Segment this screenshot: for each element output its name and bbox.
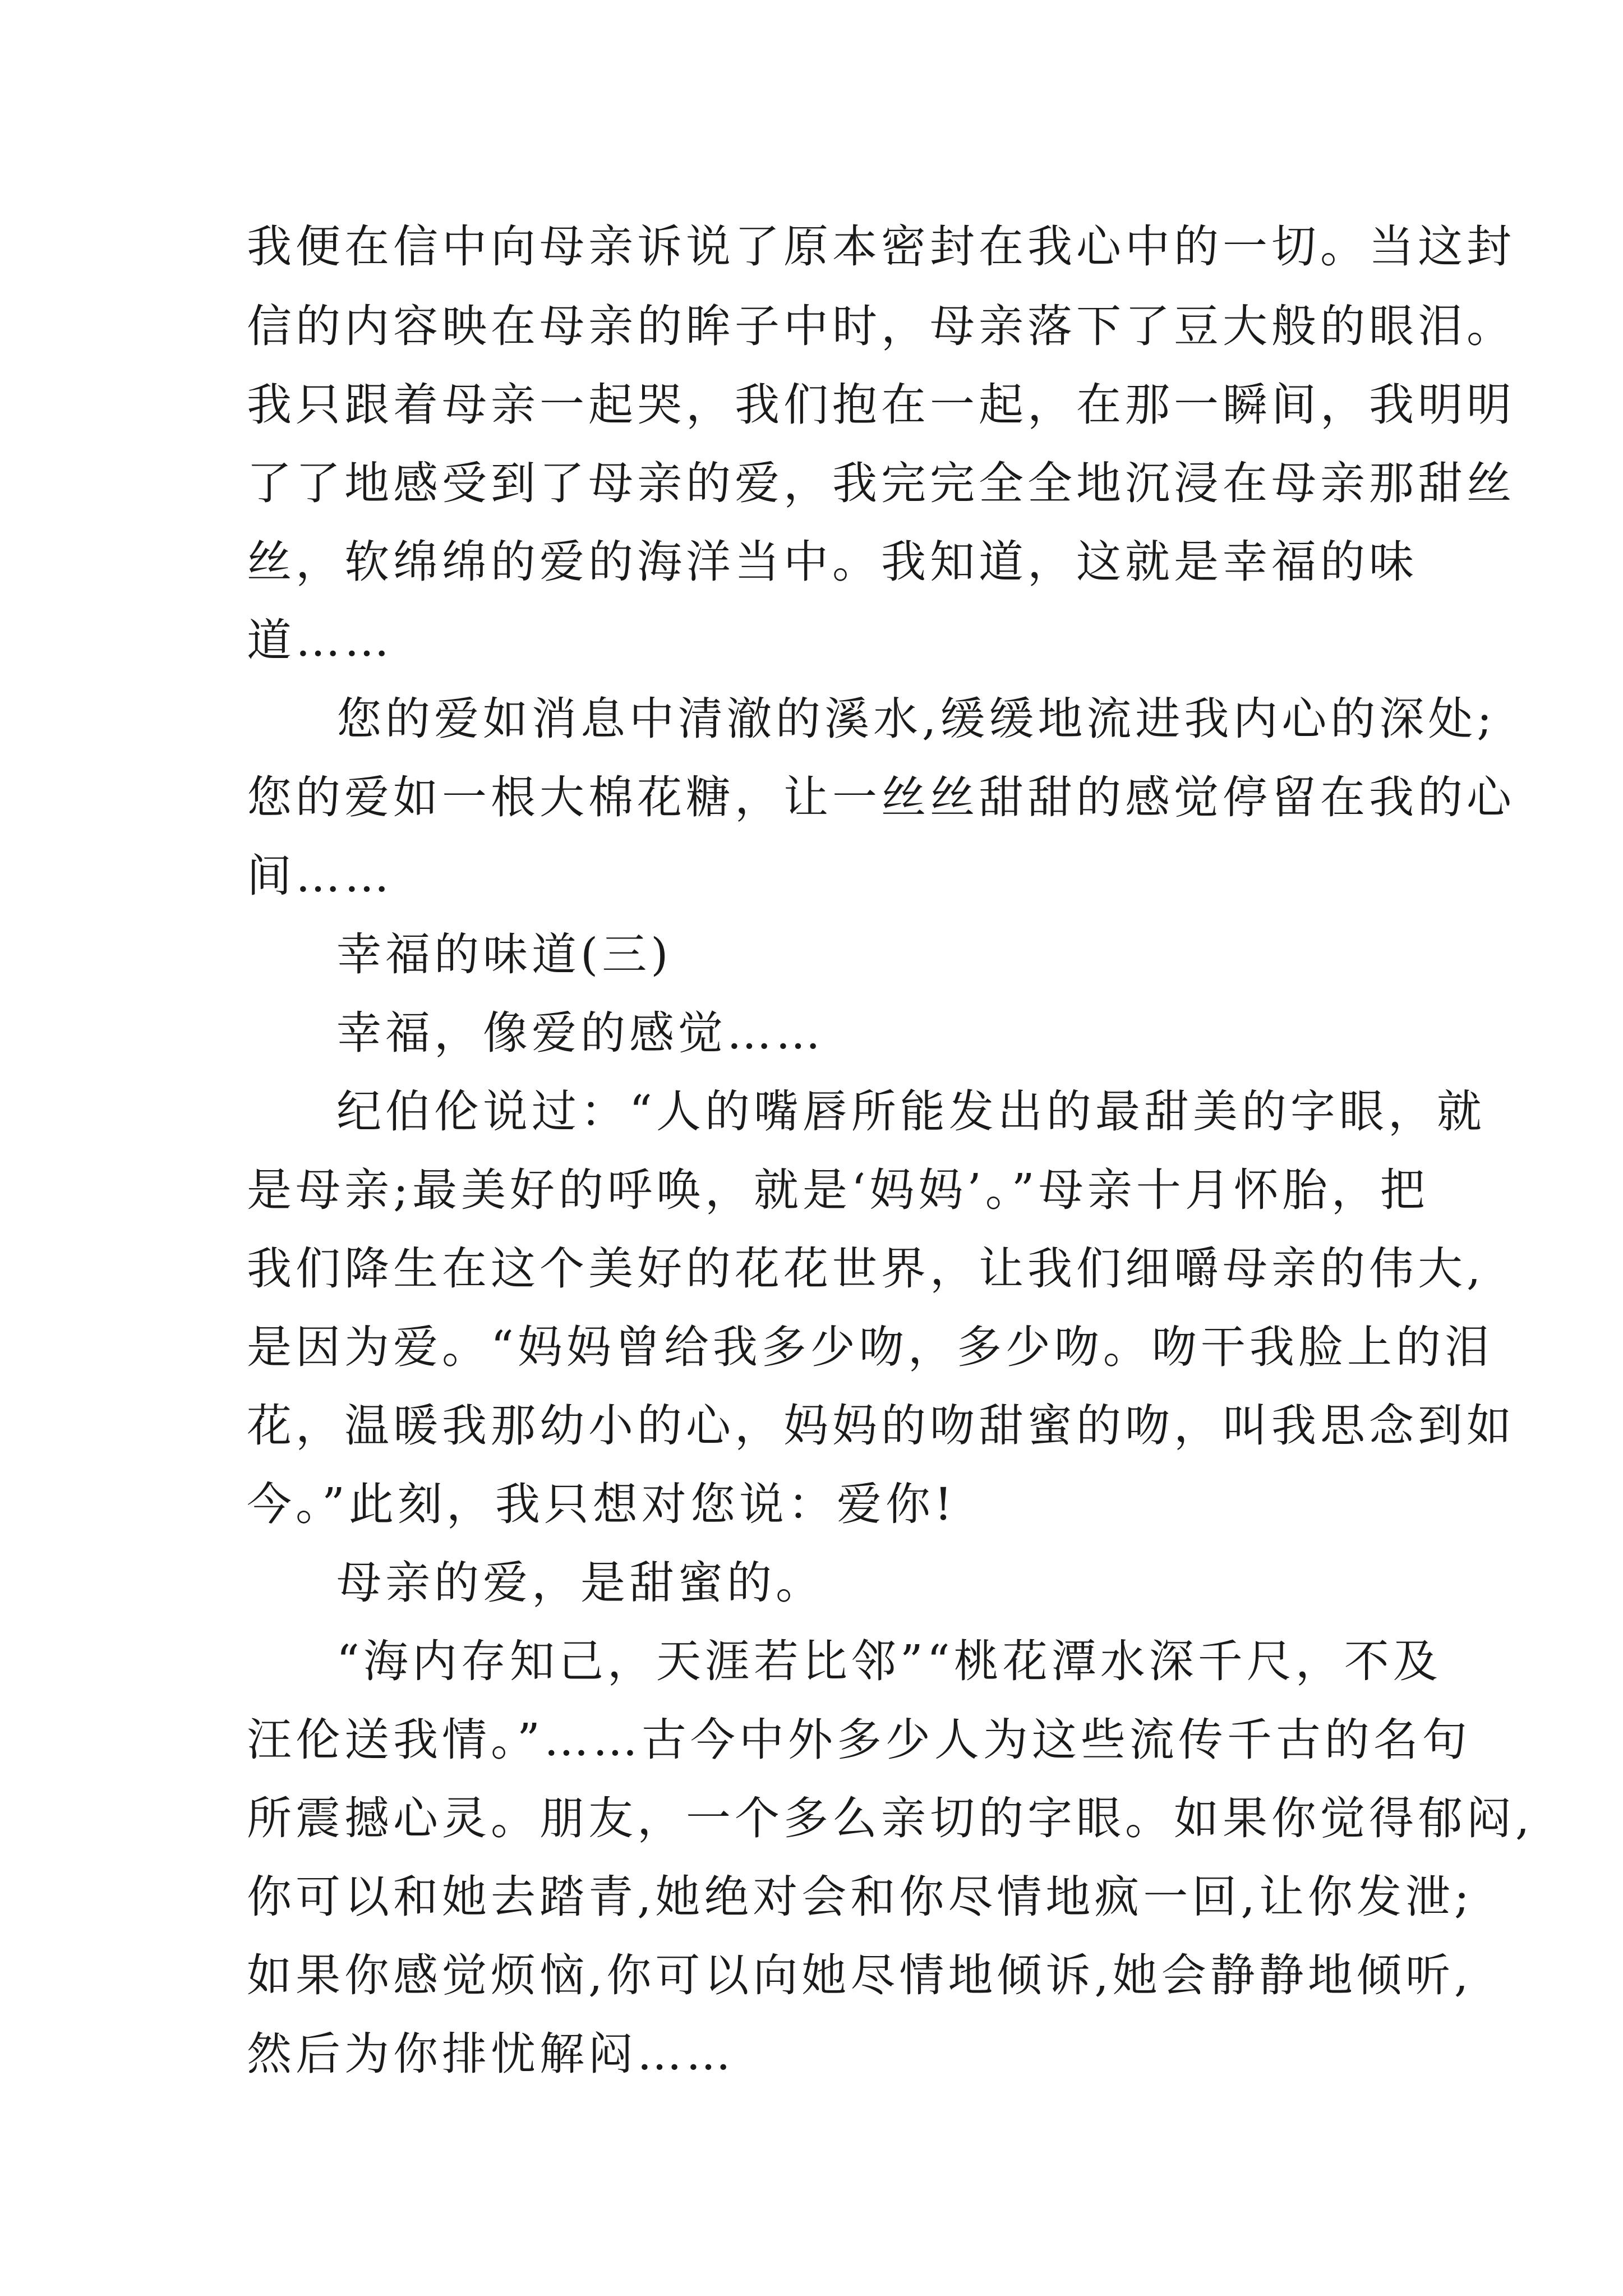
paragraph-first-line: 母亲的爱，是甜蜜的。 [336,1557,824,1609]
paragraph-first-line: 纪伯伦说过：“人的嘴唇所能发出的最甜美的字眼，就 [336,1085,1486,1138]
text-line: 我只跟着母亲一起哭，我们抱在一起，在那一瞬间，我明明 [247,379,1515,431]
text-line: 如果你感觉烦恼,你可以向她尽情地倾诉,她会静静地倾听, [247,1949,1473,2001]
text-line: 今。”此刻，我只想对您说：爱你! [247,1478,957,1530]
text-line: 道…… [247,614,393,666]
paragraph-first-line: 您的爱如消息中清澈的溪水,缓缓地流进我内心的深处; [336,693,1496,745]
section-heading: 幸福的味道(三) [336,928,672,981]
text-line: 您的爱如一根大棉花糖，让一丝丝甜甜的感觉停留在我的心 [247,771,1515,823]
paragraph-first-line: 幸福，像爱的感觉…… [336,1007,824,1059]
text-line: 丝，软绵绵的爱的海洋当中。我知道，这就是幸福的味 [247,536,1418,588]
text-line: 间…… [247,850,393,902]
text-line: 了了地感受到了母亲的爱，我完完全全地沉浸在母亲那甜丝 [247,457,1515,509]
text-line: 是母亲;最美好的呼唤，就是‘妈妈’。”母亲十月怀胎，把 [247,1164,1429,1216]
text-line: 然后为你排忧解闷…… [247,2028,735,2080]
text-line: 花，温暖我那幼小的心，妈妈的吻甜蜜的吻，叫我思念到如 [247,1400,1515,1452]
text-line: 我便在信中向母亲诉说了原本密封在我心中的一切。当这封 [247,220,1515,273]
paragraph-first-line: “海内存知己，天涯若比邻”“桃花潭水深千尺，不及 [336,1635,1442,1687]
text-line: 你可以和她去踏青,她绝对会和你尽情地疯一回,让你发泄; [247,1871,1473,1923]
text-line: 所震撼心灵。朋友，一个多么亲切的字眼。如果你觉得郁闷, [247,1792,1534,1844]
text-line: 我们降生在这个美好的花花世界，让我们细嚼母亲的伟大, [247,1243,1485,1295]
text-line: 是因为爱。“妈妈曾给我多少吻，多少吻。吻干我脸上的泪 [247,1321,1493,1373]
text-line: 汪伦送我情。”……古今中外多少人为这些流传千古的名句 [247,1714,1471,1766]
text-line: 信的内容映在母亲的眸子中时，母亲落下了豆大般的眼泪。 [247,300,1515,352]
